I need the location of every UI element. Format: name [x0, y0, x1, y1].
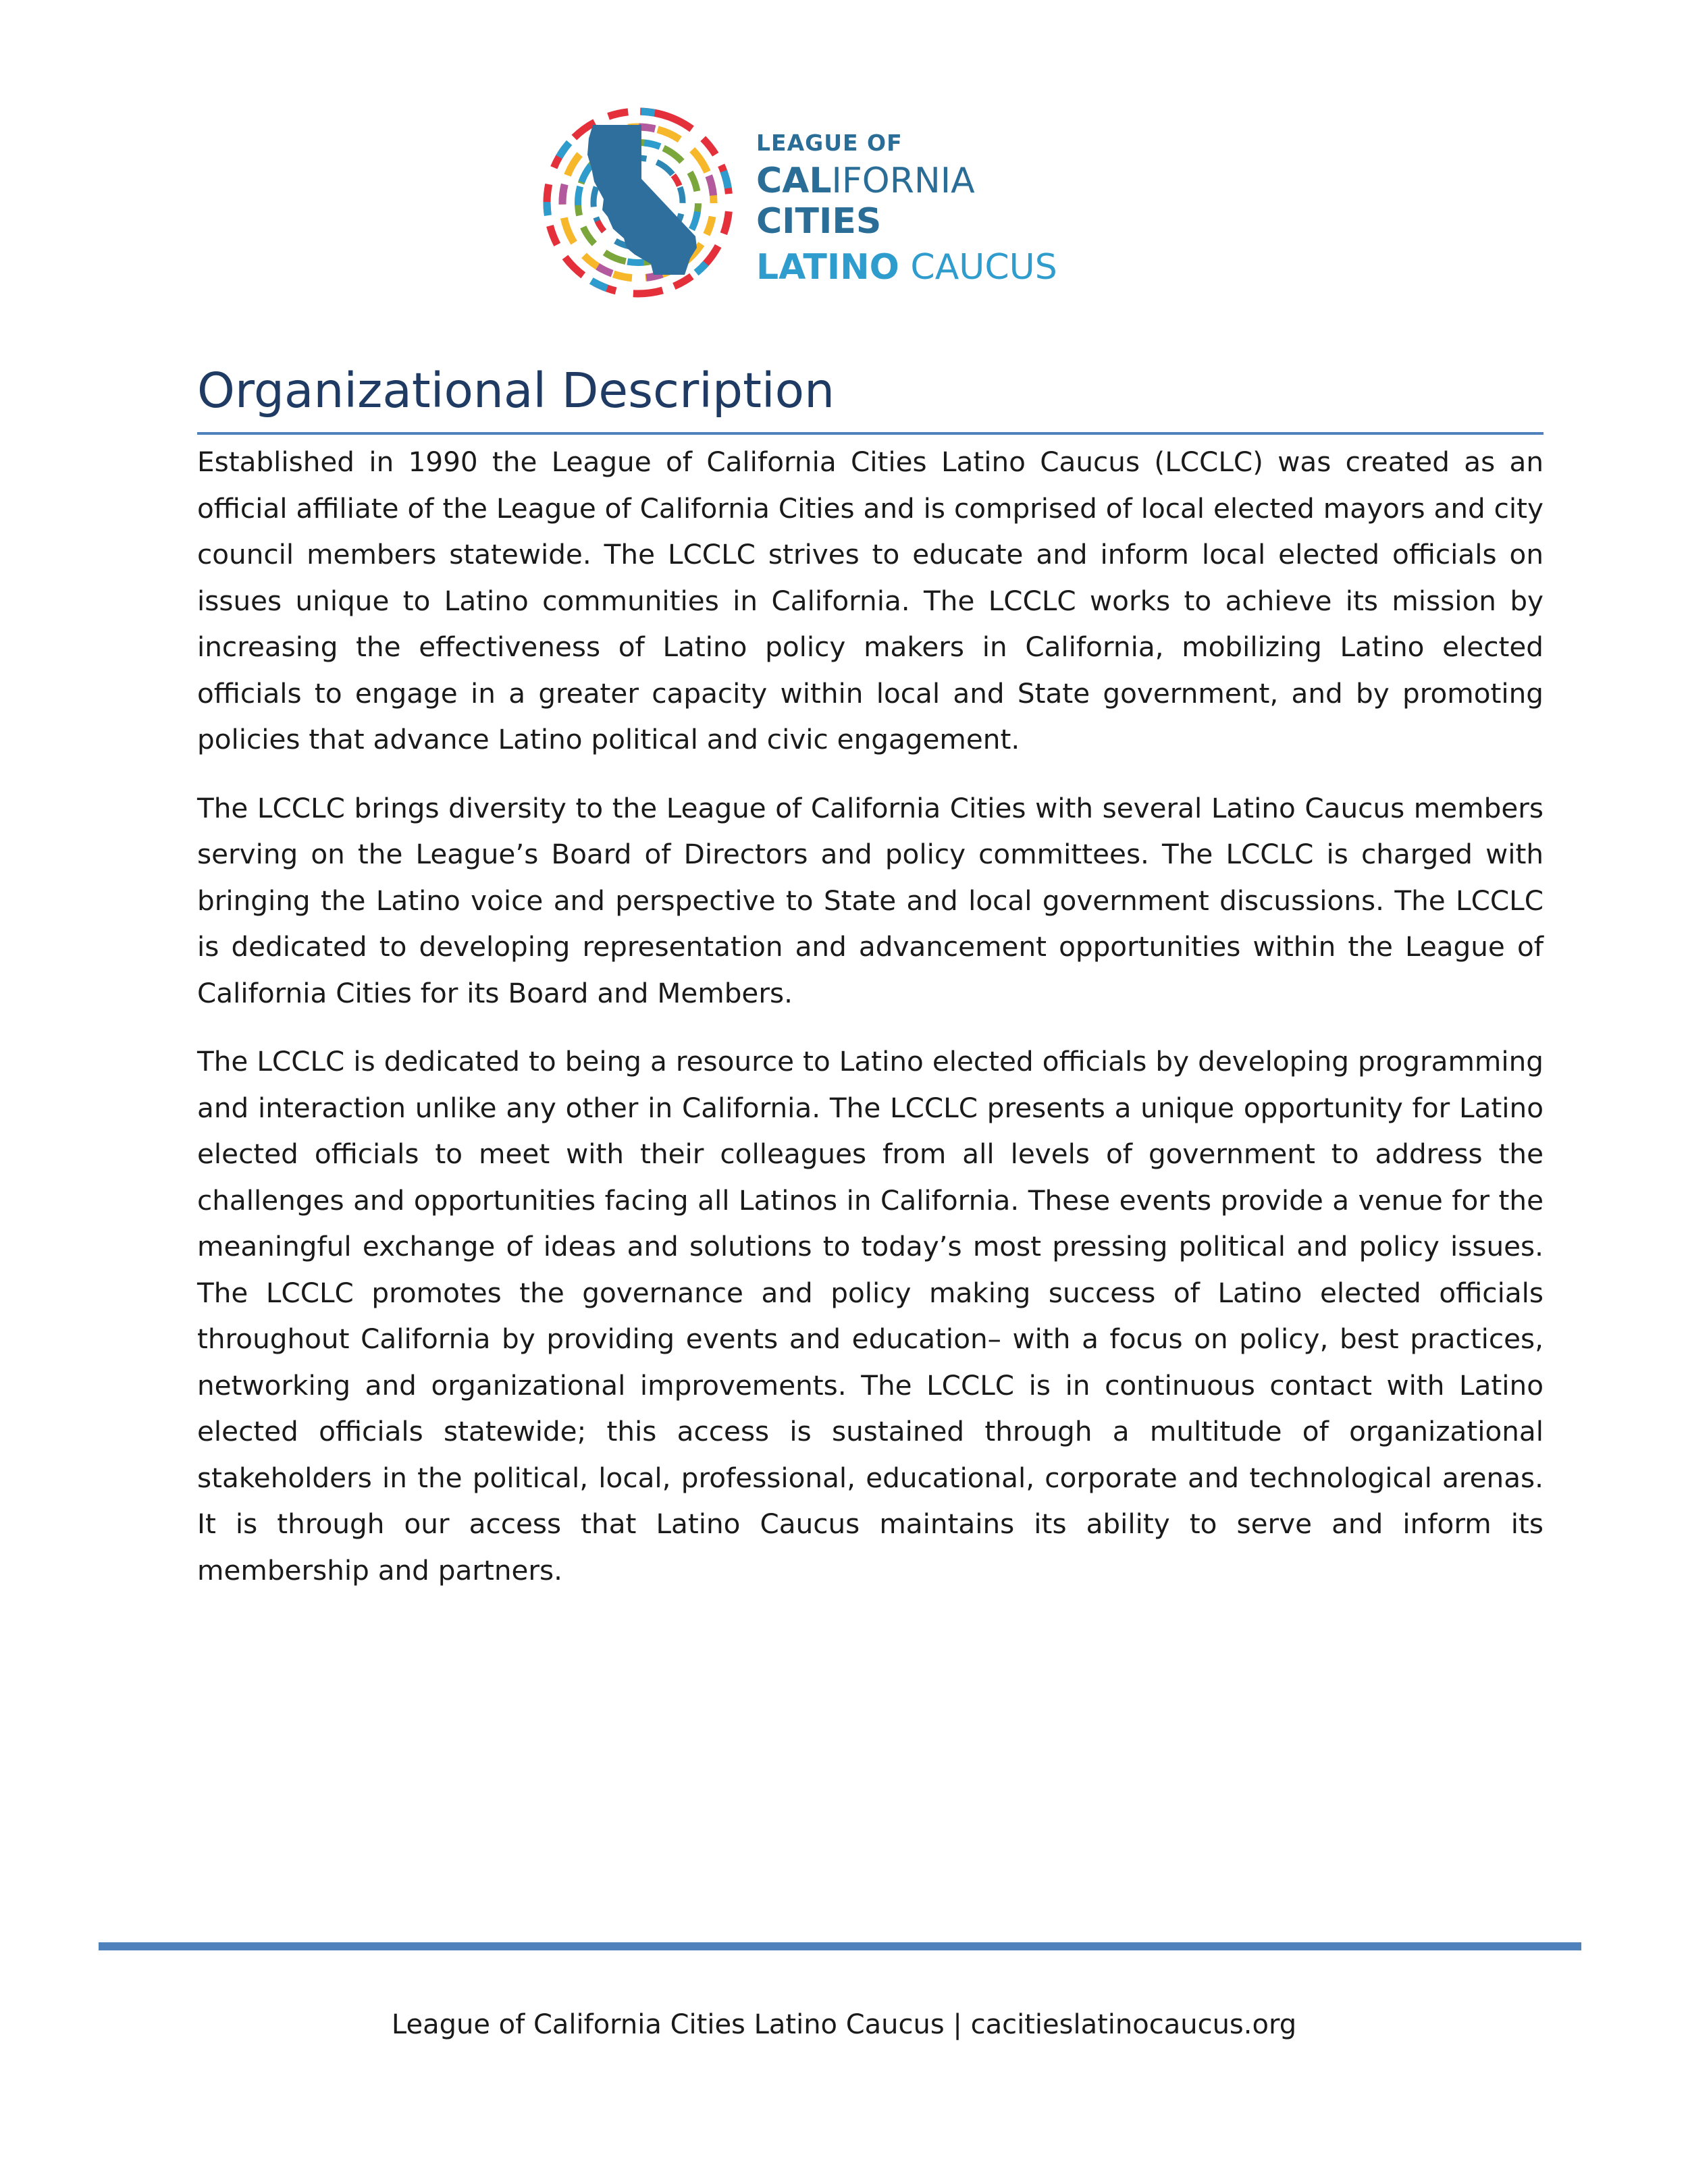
logo-wordmark: [756, 130, 1057, 288]
page-title: Organizational Description: [197, 363, 835, 419]
logo-line-latino-caucus: [756, 247, 1057, 288]
logo-line-league-of: LEAGUE OF: [756, 130, 903, 156]
paragraph-1: Established in 1990 the League of California Cities Latino Caucus (LCCLC) was created as an official affiliate of the League of California Cities and is comprised of local elected mayors and city council members statewide. The LCCLC strives to educate and inform local elected officials on issues unique to Latino communities in California. The LCCLC works to achieve its mission by increasing the effectiveness of Latino policy makers in California, mobilizing Latino elected officials to engage in a greater capacity within local and State government, and by promoting policies that advance Latino political and civic engagement.: [197, 446, 1544, 755]
logo-caucus-text: CAUCUS: [899, 247, 1057, 288]
heading-divider: [197, 432, 1544, 435]
organization-logo: [540, 98, 1094, 307]
footer-text: League of California Cities Latino Caucus | cacitieslatinocaucus.org: [391, 2009, 1297, 2040]
logo-cal-text: CAL: [756, 161, 832, 201]
paragraph-2: The LCCLC brings diversity to the League of California Cities with several Latino Caucus members serving on the League’s Board of Directors and policy committees. The LCCLC is charged with bringing the Latino voice and perspective to State and local government discussions. The LCCLC is dedicated to developing representation and advancement opportunities within the League of California Cities for its Board and Members.: [197, 791, 1544, 1009]
paragraph-3: The LCCLC is dedicated to being a resource to Latino elected officials by developing programming and interaction unlike any other in California. The LCCLC presents a unique opportunity for Latino elected officials to meet with their colleagues from all levels of government to address the challenges and opportunities facing all Latinos in California. These events provide a venue for the meaningful exchange of ideas and solutions to today’s most pressing political and policy issues. The LCCLC promotes the governance and policy making success of Latino elected officials throughout California by providing events and education– with a focus on policy, best practices, networking and organizational improvements. The LCCLC is in continuous contact with Latino elected officials statewide; this access is sustained through a multitude of organizational stakeholders in the political, local, professional, educational, corporate and technological arenas. It is through our access that Latino Caucus maintains its ability to serve and inform its membership and partners.: [197, 1045, 1544, 1587]
logo-line-cities: CITIES: [756, 201, 882, 242]
footer-divider: [99, 1942, 1581, 1950]
logo-ifornia-text: IFORNIA: [831, 161, 975, 201]
california-state-logo-icon: [540, 98, 736, 307]
logo-line-california: [756, 161, 1057, 201]
logo-latino-text: LATINO: [756, 247, 899, 288]
description-body: [197, 439, 1544, 1616]
